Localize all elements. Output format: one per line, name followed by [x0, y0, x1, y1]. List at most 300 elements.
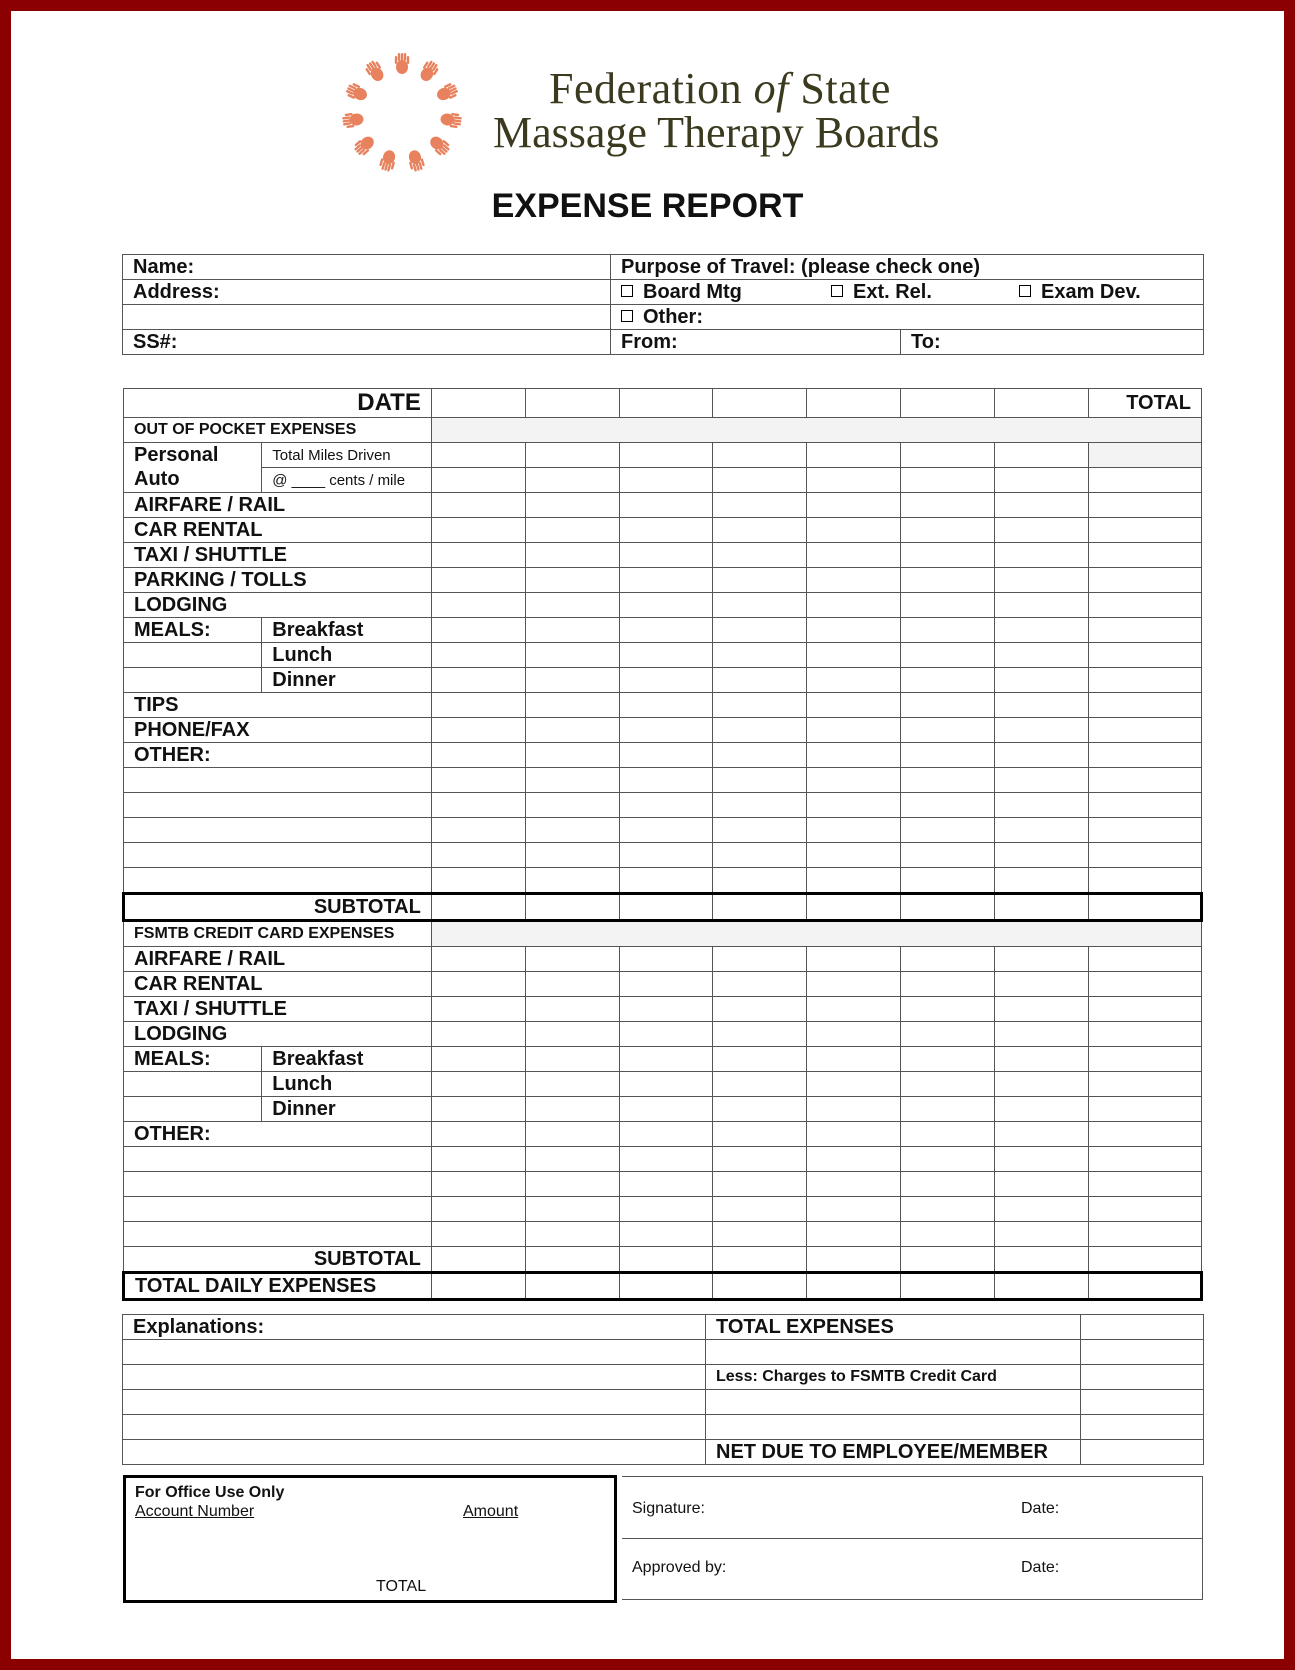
summary-value[interactable]: [1081, 1390, 1204, 1415]
day-amount-cell[interactable]: [431, 618, 525, 643]
cc-other-expense-line[interactable]: [124, 1197, 432, 1222]
day-amount-cell[interactable]: [619, 1222, 713, 1247]
day-amount-cell[interactable]: [901, 593, 995, 618]
day-amount-cell[interactable]: [619, 743, 713, 768]
day-amount-cell[interactable]: [619, 1097, 713, 1122]
day-amount-cell[interactable]: [525, 1047, 619, 1072]
day-amount-cell[interactable]: [901, 1172, 995, 1197]
row-total-cell[interactable]: [1088, 1172, 1201, 1197]
day-amount-cell[interactable]: [995, 668, 1089, 693]
day-amount-cell[interactable]: [431, 1247, 525, 1273]
day-amount-cell[interactable]: [807, 1197, 901, 1222]
day-amount-cell[interactable]: [525, 843, 619, 868]
day-amount-cell[interactable]: [807, 1047, 901, 1072]
date-cell[interactable]: [901, 389, 995, 418]
day-amount-cell[interactable]: [525, 1247, 619, 1273]
day-amount-cell[interactable]: [807, 568, 901, 593]
day-amount-cell[interactable]: [901, 1047, 995, 1072]
day-amount-cell[interactable]: [431, 718, 525, 743]
day-amount-cell[interactable]: [525, 947, 619, 972]
row-total-cell[interactable]: [1088, 518, 1201, 543]
row-total-cell[interactable]: [1088, 1097, 1201, 1122]
day-amount-cell[interactable]: [901, 543, 995, 568]
day-amount-cell[interactable]: [431, 593, 525, 618]
day-amount-cell[interactable]: [431, 947, 525, 972]
day-amount-cell[interactable]: [995, 818, 1089, 843]
day-amount-cell[interactable]: [619, 543, 713, 568]
day-amount-cell[interactable]: [807, 1247, 901, 1273]
row-total-cell[interactable]: [1088, 618, 1201, 643]
row-total-cell[interactable]: [1088, 768, 1201, 793]
row-total-cell[interactable]: [1088, 947, 1201, 972]
day-amount-cell[interactable]: [525, 568, 619, 593]
day-amount-cell[interactable]: [995, 1247, 1089, 1273]
cc-other-expense-line[interactable]: [124, 1147, 432, 1172]
other-expense-line[interactable]: [124, 843, 432, 868]
day-amount-cell[interactable]: [807, 518, 901, 543]
day-amount-cell[interactable]: [619, 593, 713, 618]
day-amount-cell[interactable]: [619, 1072, 713, 1097]
row-total-cell[interactable]: [1088, 593, 1201, 618]
day-amount-cell[interactable]: [713, 1197, 807, 1222]
day-amount-cell[interactable]: [431, 1147, 525, 1172]
day-amount-cell[interactable]: [807, 793, 901, 818]
day-amount-cell[interactable]: [995, 543, 1089, 568]
day-amount-cell[interactable]: [901, 1247, 995, 1273]
day-amount-cell[interactable]: [525, 468, 619, 493]
row-total-cell[interactable]: [1088, 693, 1201, 718]
day-amount-cell[interactable]: [619, 1247, 713, 1273]
day-amount-cell[interactable]: [995, 1222, 1089, 1247]
day-amount-cell[interactable]: [619, 843, 713, 868]
day-amount-cell[interactable]: [525, 743, 619, 768]
day-amount-cell[interactable]: [525, 1072, 619, 1097]
address-field-line2[interactable]: [123, 305, 611, 330]
day-amount-cell[interactable]: [713, 1072, 807, 1097]
summary-value[interactable]: [1081, 1415, 1204, 1440]
row-total-cell[interactable]: [1088, 972, 1201, 997]
day-amount-cell[interactable]: [995, 1072, 1089, 1097]
day-amount-cell[interactable]: [901, 743, 995, 768]
day-amount-cell[interactable]: [901, 443, 995, 468]
to-field[interactable]: To:: [901, 330, 1204, 355]
row-total-cell[interactable]: [1088, 1022, 1201, 1047]
day-amount-cell[interactable]: [619, 1147, 713, 1172]
day-amount-cell[interactable]: [525, 972, 619, 997]
day-amount-cell[interactable]: [713, 793, 807, 818]
other-expense-line[interactable]: [124, 818, 432, 843]
name-field[interactable]: Name:: [123, 255, 611, 280]
day-amount-cell[interactable]: [995, 1022, 1089, 1047]
day-amount-cell[interactable]: [525, 1097, 619, 1122]
day-amount-cell[interactable]: [995, 518, 1089, 543]
day-amount-cell[interactable]: [713, 618, 807, 643]
row-total-cell[interactable]: [1088, 843, 1201, 868]
day-amount-cell[interactable]: [807, 868, 901, 894]
day-amount-cell[interactable]: [901, 693, 995, 718]
day-amount-cell[interactable]: [619, 518, 713, 543]
day-amount-cell[interactable]: [807, 894, 901, 921]
day-amount-cell[interactable]: [525, 718, 619, 743]
checkbox-icon[interactable]: [621, 310, 633, 322]
day-amount-cell[interactable]: [525, 1222, 619, 1247]
day-amount-cell[interactable]: [525, 1273, 619, 1300]
day-amount-cell[interactable]: [431, 743, 525, 768]
day-amount-cell[interactable]: [619, 643, 713, 668]
from-field[interactable]: From:: [611, 330, 901, 355]
day-amount-cell[interactable]: [713, 1147, 807, 1172]
date-cell[interactable]: [431, 389, 525, 418]
day-amount-cell[interactable]: [713, 1097, 807, 1122]
day-amount-cell[interactable]: [807, 1147, 901, 1172]
day-amount-cell[interactable]: [995, 972, 1089, 997]
row-total-cell[interactable]: [1088, 793, 1201, 818]
day-amount-cell[interactable]: [525, 643, 619, 668]
day-amount-cell[interactable]: [431, 643, 525, 668]
day-amount-cell[interactable]: [431, 1097, 525, 1122]
row-total-cell[interactable]: [1088, 718, 1201, 743]
day-amount-cell[interactable]: [995, 894, 1089, 921]
day-amount-cell[interactable]: [619, 693, 713, 718]
checkbox-icon[interactable]: [831, 285, 843, 297]
day-amount-cell[interactable]: [713, 768, 807, 793]
day-amount-cell[interactable]: [431, 493, 525, 518]
other-expense-line[interactable]: [124, 768, 432, 793]
day-amount-cell[interactable]: [713, 1022, 807, 1047]
day-amount-cell[interactable]: [431, 1047, 525, 1072]
day-amount-cell[interactable]: [431, 1273, 525, 1300]
option-other[interactable]: [611, 305, 1204, 330]
day-amount-cell[interactable]: [807, 668, 901, 693]
day-amount-cell[interactable]: [901, 997, 995, 1022]
day-amount-cell[interactable]: [713, 972, 807, 997]
day-amount-cell[interactable]: [995, 1047, 1089, 1072]
day-amount-cell[interactable]: [713, 894, 807, 921]
day-amount-cell[interactable]: [995, 793, 1089, 818]
day-amount-cell[interactable]: [807, 1097, 901, 1122]
date-cell[interactable]: [995, 389, 1089, 418]
day-amount-cell[interactable]: [807, 947, 901, 972]
option-exam-dev[interactable]: [1019, 281, 1141, 303]
day-amount-cell[interactable]: [431, 468, 525, 493]
explanation-line[interactable]: [123, 1365, 706, 1390]
day-amount-cell[interactable]: [807, 443, 901, 468]
day-amount-cell[interactable]: [525, 1147, 619, 1172]
day-amount-cell[interactable]: [901, 843, 995, 868]
day-amount-cell[interactable]: [713, 1122, 807, 1147]
day-amount-cell[interactable]: [713, 743, 807, 768]
day-amount-cell[interactable]: [995, 443, 1089, 468]
day-amount-cell[interactable]: [807, 818, 901, 843]
day-amount-cell[interactable]: [807, 718, 901, 743]
option-board-mtg[interactable]: [621, 281, 831, 304]
day-amount-cell[interactable]: [619, 972, 713, 997]
day-amount-cell[interactable]: [901, 518, 995, 543]
other-expense-line[interactable]: [124, 868, 432, 894]
row-total-cell[interactable]: [1088, 1122, 1201, 1147]
row-total-cell[interactable]: [1088, 493, 1201, 518]
day-amount-cell[interactable]: [713, 593, 807, 618]
day-amount-cell[interactable]: [431, 668, 525, 693]
day-amount-cell[interactable]: [713, 718, 807, 743]
day-amount-cell[interactable]: [901, 972, 995, 997]
day-amount-cell[interactable]: [431, 997, 525, 1022]
day-amount-cell[interactable]: [431, 568, 525, 593]
day-amount-cell[interactable]: [431, 868, 525, 894]
row-total-cell[interactable]: [1088, 1247, 1201, 1273]
day-amount-cell[interactable]: [619, 443, 713, 468]
day-amount-cell[interactable]: [619, 1022, 713, 1047]
day-amount-cell[interactable]: [901, 718, 995, 743]
day-amount-cell[interactable]: [525, 668, 619, 693]
day-amount-cell[interactable]: [901, 793, 995, 818]
day-amount-cell[interactable]: [901, 1273, 995, 1300]
day-amount-cell[interactable]: [901, 668, 995, 693]
row-total-cell[interactable]: [1088, 1222, 1201, 1247]
row-total-cell[interactable]: [1088, 818, 1201, 843]
day-amount-cell[interactable]: [525, 997, 619, 1022]
day-amount-cell[interactable]: [525, 768, 619, 793]
day-amount-cell[interactable]: [995, 468, 1089, 493]
day-amount-cell[interactable]: [525, 543, 619, 568]
day-amount-cell[interactable]: [619, 997, 713, 1022]
day-amount-cell[interactable]: [901, 1122, 995, 1147]
row-total-cell[interactable]: [1088, 1147, 1201, 1172]
day-amount-cell[interactable]: [525, 693, 619, 718]
day-amount-cell[interactable]: [713, 493, 807, 518]
day-amount-cell[interactable]: [995, 1197, 1089, 1222]
row-total-cell[interactable]: [1088, 894, 1201, 921]
day-amount-cell[interactable]: [431, 972, 525, 997]
day-amount-cell[interactable]: [713, 568, 807, 593]
day-amount-cell[interactable]: [619, 1122, 713, 1147]
checkbox-icon[interactable]: [1019, 285, 1031, 297]
day-amount-cell[interactable]: [525, 1122, 619, 1147]
day-amount-cell[interactable]: [901, 1147, 995, 1172]
day-amount-cell[interactable]: [713, 693, 807, 718]
day-amount-cell[interactable]: [525, 894, 619, 921]
day-amount-cell[interactable]: [807, 493, 901, 518]
day-amount-cell[interactable]: [807, 1222, 901, 1247]
day-amount-cell[interactable]: [713, 468, 807, 493]
day-amount-cell[interactable]: [901, 1072, 995, 1097]
day-amount-cell[interactable]: [995, 1147, 1089, 1172]
day-amount-cell[interactable]: [431, 1022, 525, 1047]
day-amount-cell[interactable]: [525, 593, 619, 618]
day-amount-cell[interactable]: [619, 718, 713, 743]
cc-other-expense-line[interactable]: [124, 1172, 432, 1197]
date-cell[interactable]: [807, 389, 901, 418]
day-amount-cell[interactable]: [431, 793, 525, 818]
less-credit-card-value[interactable]: [1081, 1365, 1204, 1390]
row-total-cell[interactable]: [1088, 543, 1201, 568]
date-cell[interactable]: [525, 389, 619, 418]
day-amount-cell[interactable]: [807, 1122, 901, 1147]
row-total-cell[interactable]: [1088, 743, 1201, 768]
row-total-cell[interactable]: [1088, 1197, 1201, 1222]
day-amount-cell[interactable]: [901, 1022, 995, 1047]
day-amount-cell[interactable]: [807, 593, 901, 618]
ss-field[interactable]: SS#:: [123, 330, 611, 355]
row-total-cell[interactable]: [1088, 997, 1201, 1022]
day-amount-cell[interactable]: [807, 693, 901, 718]
day-amount-cell[interactable]: [995, 643, 1089, 668]
day-amount-cell[interactable]: [901, 493, 995, 518]
day-amount-cell[interactable]: [525, 1197, 619, 1222]
day-amount-cell[interactable]: [807, 543, 901, 568]
day-amount-cell[interactable]: [901, 618, 995, 643]
summary-value[interactable]: [1081, 1340, 1204, 1365]
day-amount-cell[interactable]: [995, 718, 1089, 743]
explanation-line[interactable]: [123, 1415, 706, 1440]
day-amount-cell[interactable]: [807, 1022, 901, 1047]
day-amount-cell[interactable]: [901, 1222, 995, 1247]
day-amount-cell[interactable]: [713, 518, 807, 543]
day-amount-cell[interactable]: [807, 1172, 901, 1197]
day-amount-cell[interactable]: [995, 1172, 1089, 1197]
day-amount-cell[interactable]: [807, 1273, 901, 1300]
day-amount-cell[interactable]: [901, 818, 995, 843]
day-amount-cell[interactable]: [431, 518, 525, 543]
day-amount-cell[interactable]: [995, 1273, 1089, 1300]
day-amount-cell[interactable]: [431, 1072, 525, 1097]
day-amount-cell[interactable]: [431, 1222, 525, 1247]
day-amount-cell[interactable]: [901, 1097, 995, 1122]
row-total-cell[interactable]: [1088, 568, 1201, 593]
day-amount-cell[interactable]: [995, 868, 1089, 894]
row-total-cell[interactable]: [1088, 468, 1201, 493]
day-amount-cell[interactable]: [995, 568, 1089, 593]
day-amount-cell[interactable]: [995, 693, 1089, 718]
address-field[interactable]: Address:: [123, 280, 611, 305]
day-amount-cell[interactable]: [619, 894, 713, 921]
day-amount-cell[interactable]: [619, 793, 713, 818]
day-amount-cell[interactable]: [713, 1172, 807, 1197]
net-due-value[interactable]: [1081, 1440, 1204, 1465]
day-amount-cell[interactable]: [995, 593, 1089, 618]
day-amount-cell[interactable]: [431, 1197, 525, 1222]
date-cell[interactable]: [619, 389, 713, 418]
day-amount-cell[interactable]: [807, 1072, 901, 1097]
day-amount-cell[interactable]: [525, 518, 619, 543]
day-amount-cell[interactable]: [807, 468, 901, 493]
checkbox-icon[interactable]: [621, 285, 633, 297]
day-amount-cell[interactable]: [713, 443, 807, 468]
day-amount-cell[interactable]: [431, 768, 525, 793]
day-amount-cell[interactable]: [619, 668, 713, 693]
day-amount-cell[interactable]: [431, 1122, 525, 1147]
day-amount-cell[interactable]: [525, 443, 619, 468]
day-amount-cell[interactable]: [901, 468, 995, 493]
other-expense-line[interactable]: [124, 793, 432, 818]
explanation-line[interactable]: [123, 1390, 706, 1415]
day-amount-cell[interactable]: [807, 643, 901, 668]
day-amount-cell[interactable]: [619, 568, 713, 593]
day-amount-cell[interactable]: [995, 743, 1089, 768]
day-amount-cell[interactable]: [619, 493, 713, 518]
day-amount-cell[interactable]: [807, 743, 901, 768]
day-amount-cell[interactable]: [713, 997, 807, 1022]
option-ext-rel[interactable]: [831, 281, 1019, 304]
day-amount-cell[interactable]: [713, 843, 807, 868]
day-amount-cell[interactable]: [619, 1197, 713, 1222]
day-amount-cell[interactable]: [901, 768, 995, 793]
day-amount-cell[interactable]: [901, 568, 995, 593]
day-amount-cell[interactable]: [995, 1122, 1089, 1147]
day-amount-cell[interactable]: [807, 997, 901, 1022]
day-amount-cell[interactable]: [431, 443, 525, 468]
row-total-cell[interactable]: [1088, 668, 1201, 693]
row-total-cell[interactable]: [1088, 1273, 1201, 1300]
day-amount-cell[interactable]: [713, 643, 807, 668]
day-amount-cell[interactable]: [713, 1247, 807, 1273]
day-amount-cell[interactable]: [619, 947, 713, 972]
day-amount-cell[interactable]: [619, 1047, 713, 1072]
day-amount-cell[interactable]: [713, 668, 807, 693]
day-amount-cell[interactable]: [431, 894, 525, 921]
day-amount-cell[interactable]: [995, 618, 1089, 643]
day-amount-cell[interactable]: [431, 543, 525, 568]
day-amount-cell[interactable]: [713, 1273, 807, 1300]
day-amount-cell[interactable]: [807, 843, 901, 868]
day-amount-cell[interactable]: [525, 493, 619, 518]
day-amount-cell[interactable]: [995, 1097, 1089, 1122]
day-amount-cell[interactable]: [431, 693, 525, 718]
total-expenses-value[interactable]: [1081, 1315, 1204, 1340]
day-amount-cell[interactable]: [713, 947, 807, 972]
day-amount-cell[interactable]: [525, 618, 619, 643]
day-amount-cell[interactable]: [619, 1172, 713, 1197]
day-amount-cell[interactable]: [713, 1222, 807, 1247]
day-amount-cell[interactable]: [525, 868, 619, 894]
day-amount-cell[interactable]: [995, 843, 1089, 868]
day-amount-cell[interactable]: [807, 768, 901, 793]
day-amount-cell[interactable]: [995, 493, 1089, 518]
row-total-cell[interactable]: [1088, 443, 1201, 468]
day-amount-cell[interactable]: [525, 818, 619, 843]
day-amount-cell[interactable]: [995, 947, 1089, 972]
explanation-line[interactable]: [123, 1440, 706, 1465]
day-amount-cell[interactable]: [619, 868, 713, 894]
day-amount-cell[interactable]: [619, 768, 713, 793]
explanation-line[interactable]: [123, 1340, 706, 1365]
day-amount-cell[interactable]: [525, 793, 619, 818]
date-cell[interactable]: [713, 389, 807, 418]
cc-other-expense-line[interactable]: [124, 1222, 432, 1247]
day-amount-cell[interactable]: [995, 997, 1089, 1022]
day-amount-cell[interactable]: [713, 1047, 807, 1072]
day-amount-cell[interactable]: [995, 768, 1089, 793]
day-amount-cell[interactable]: [901, 1197, 995, 1222]
day-amount-cell[interactable]: [901, 947, 995, 972]
day-amount-cell[interactable]: [525, 1022, 619, 1047]
day-amount-cell[interactable]: [713, 543, 807, 568]
row-total-cell[interactable]: [1088, 643, 1201, 668]
day-amount-cell[interactable]: [901, 643, 995, 668]
day-amount-cell[interactable]: [619, 618, 713, 643]
day-amount-cell[interactable]: [713, 818, 807, 843]
day-amount-cell[interactable]: [807, 618, 901, 643]
day-amount-cell[interactable]: [619, 1273, 713, 1300]
day-amount-cell[interactable]: [431, 843, 525, 868]
row-total-cell[interactable]: [1088, 1072, 1201, 1097]
day-amount-cell[interactable]: [619, 818, 713, 843]
day-amount-cell[interactable]: [807, 972, 901, 997]
row-total-cell[interactable]: [1088, 868, 1201, 894]
day-amount-cell[interactable]: [619, 468, 713, 493]
day-amount-cell[interactable]: [901, 894, 995, 921]
day-amount-cell[interactable]: [431, 1172, 525, 1197]
